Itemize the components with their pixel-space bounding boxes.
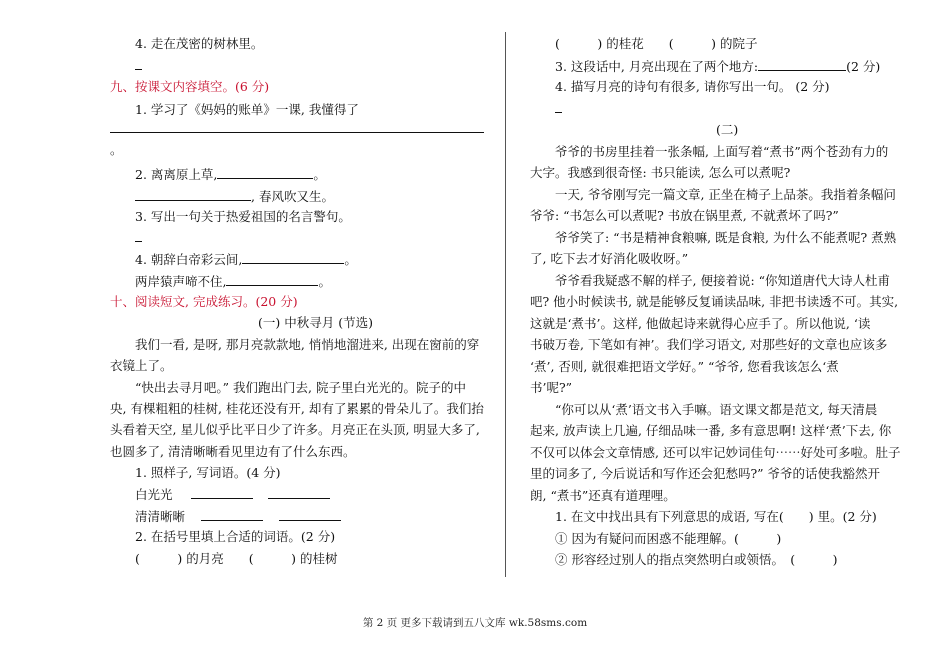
- question-text: 3. 这段话中, 月亮出现在了两个地方:: [555, 59, 759, 74]
- answer-blank[interactable]: [217, 166, 313, 179]
- passage-line: 我们一看, 是呀, 那月亮款款地, 悄悄地溜进来, 出现在窗前的穿: [135, 337, 480, 352]
- answer-blank[interactable]: [758, 58, 846, 71]
- punctuation: 。: [313, 167, 326, 182]
- question-line: 1. 照样子, 写词语。(4 分): [135, 465, 281, 480]
- example-word: 白光光: [135, 487, 173, 502]
- section-ten-heading: 十、阅读短文, 完成练习。(20 分): [110, 294, 298, 309]
- question-line: 2. 在括号里填上合适的词语。(2 分): [135, 529, 336, 544]
- answer-blank[interactable]: [135, 188, 251, 201]
- question-line: 4. 走在茂密的树林里。: [135, 36, 264, 51]
- question-line: 1. 在文中找出具有下列意思的成语, 写在( ) 里。(2 分): [555, 509, 877, 524]
- poem-text: 两岸猿声啼不住,: [135, 274, 227, 289]
- passage-line: 不仅可以体会文章情感, 还可以牢记妙词佳句⋯⋯好处可多啦。肚子: [530, 445, 901, 460]
- answer-dash[interactable]: [555, 101, 562, 117]
- column-divider: [505, 32, 506, 577]
- passage-line: 一天, 爷爷刚写完一篇文章, 正坐在椅子上品茶。我指着条幅问: [555, 187, 896, 202]
- answer-dash[interactable]: [135, 230, 142, 246]
- passage-line: “你可以从‘煮’语文书入手嘛。语文课文都是范文, 每天清晨: [555, 402, 878, 417]
- passage-line: 吧? 他小时候读书, 就是能够反复诵读品味, 非把书读透不可。其实,: [530, 294, 899, 309]
- score-label: (2 分): [846, 59, 881, 74]
- punctuation: 。: [110, 142, 123, 157]
- passage-line: 书’呢?”: [530, 380, 573, 395]
- passage-line: 也圆多了, 清清晰晰看见里边有了什么东西。: [110, 444, 356, 459]
- passage-line: 起来, 放声读上几遍, 仔细品味一番, 多有意思啊! 这样‘煮’下去, 你: [530, 423, 892, 438]
- poem-text: 2. 离离原上草,: [135, 167, 218, 182]
- fill-in-row[interactable]: ② 形容经过别人的指点突然明白或领悟。 ( ): [555, 552, 838, 567]
- punctuation: 。: [318, 274, 331, 289]
- example-row: [135, 486, 330, 503]
- answer-blank[interactable]: [110, 120, 484, 137]
- question-line: [135, 251, 357, 268]
- fill-in-row[interactable]: ① 因为有疑问而困惑不能理解。( ): [555, 531, 782, 546]
- passage-line: 爷爷: “书怎么可以煮呢? 书放在锅里煮, 不就煮坏了吗?”: [530, 208, 839, 223]
- passage-line: “快出去寻月吧。” 我们跑出门去, 院子里白光光的。院子的中: [135, 380, 466, 395]
- question-line: 1. 学习了《妈妈的账单》一课, 我懂得了: [135, 102, 359, 117]
- punctuation: 。: [344, 252, 357, 267]
- answer-blank[interactable]: [279, 508, 341, 521]
- example-row: [135, 508, 341, 525]
- answer-dash[interactable]: [135, 58, 142, 74]
- answer-blank[interactable]: [242, 251, 344, 264]
- passage-line: 里的词多了, 今后说话和写作还会犯愁吗?” 爷爷的话使我豁然开: [530, 466, 881, 481]
- passage-line: 爷爷笑了: “书是精神食粮嘛, 既是食粮, 为什么不能煮呢? 煮熟: [555, 230, 897, 245]
- answer-blank[interactable]: [268, 486, 330, 499]
- page-footer: 第 2 页 更多下载请到五八文库 wk.58sms.com: [362, 617, 588, 629]
- question-line: 4. 描写月亮的诗句有很多, 请你写出一句。 (2 分): [555, 79, 830, 94]
- passage-title: (二): [716, 122, 739, 137]
- poem-text: , 春风吹又生。: [251, 189, 334, 204]
- fill-in-row[interactable]: ( ) 的月亮 ( ) 的桂树: [135, 551, 338, 566]
- section-nine-heading: 九、按课文内容填空。(6 分): [110, 79, 270, 94]
- example-word: 清清晰晰: [135, 509, 186, 524]
- passage-line: 央, 有棵粗粗的桂树, 桂花还没有开, 却有了累累的骨朵儿了。我们抬: [110, 401, 484, 416]
- question-line: [135, 188, 334, 205]
- passage-line: 了, 吃下去才好消化吸收呀。”: [530, 251, 689, 266]
- poem-text: 4. 朝辞白帝彩云间,: [135, 252, 243, 267]
- answer-blank[interactable]: [201, 508, 263, 521]
- passage-line: 这就是‘煮书’。这样, 他做起诗来就得心应手了。所以他说, ‘读: [530, 316, 871, 331]
- passage-line: 大字。我感到很奇怪: 书只能读, 怎么可以煮呢?: [530, 165, 791, 180]
- passage-line: 衣镜上了。: [110, 358, 173, 373]
- passage-title: (一) 中秋寻月 (节选): [258, 315, 373, 330]
- question-line: 3. 写出一句关于热爱祖国的名言警句。: [135, 209, 351, 224]
- question-line: [135, 273, 331, 290]
- passage-line: 爷爷看我疑惑不解的样子, 便接着说: “你知道唐代大诗人杜甫: [555, 273, 891, 288]
- passage-line: 书破万卷, 下笔如有神’。我们学习语文, 对那些好的文章也应该多: [530, 337, 888, 352]
- answer-blank[interactable]: [226, 273, 318, 286]
- question-line: [555, 58, 880, 75]
- fill-in-row[interactable]: ( ) 的桂花 ( ) 的院子: [555, 36, 758, 51]
- question-line: [135, 166, 326, 183]
- passage-line: 爷爷的书房里挂着一张条幅, 上面写着“煮书”两个苍劲有力的: [555, 144, 889, 159]
- passage-line: 头看着天空, 星儿似乎比平日少了许多。月亮正在头顶, 明显大多了,: [110, 422, 480, 437]
- passage-line: ‘煮’, 否则, 就很难把语文学好。” “爷爷, 您看我该怎么‘煮: [530, 359, 839, 374]
- passage-line: 朗, “煮书”还真有道理哩。: [530, 488, 676, 503]
- answer-blank[interactable]: [191, 486, 253, 499]
